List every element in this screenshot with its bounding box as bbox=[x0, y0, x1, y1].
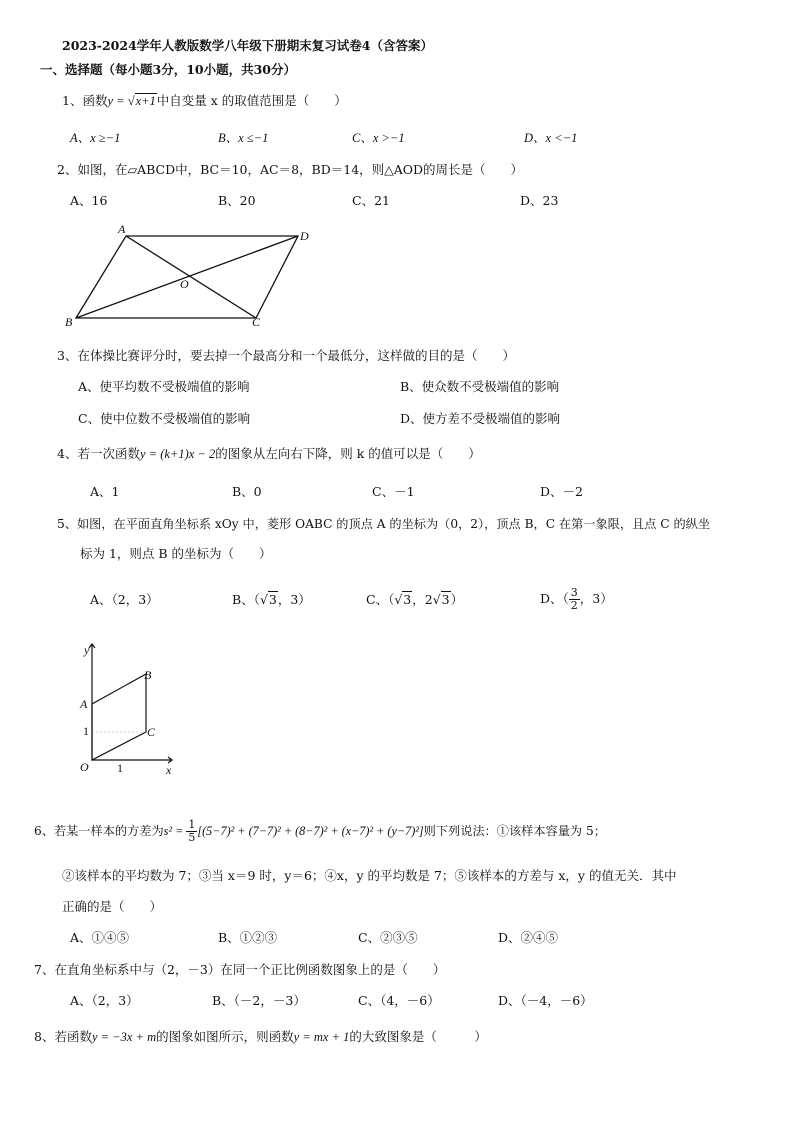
question-7: 7、在直角坐标系中与（2，－3）在同一个正比例函数图象上的是（ ） bbox=[34, 962, 446, 977]
question-4-option-a[interactable]: A、1 bbox=[90, 484, 120, 499]
question-6-line-2: ②该样本的平均数为 7；③当 x＝9 时，y＝6；④x，y 的平均数是 7；⑤该样本的方差与 x，y 的值无关．其中 bbox=[62, 868, 677, 883]
option-c-radicand-1: 3 bbox=[403, 592, 412, 607]
label-origin: O bbox=[80, 760, 89, 774]
question-2-option-a[interactable]: A、16 bbox=[70, 193, 108, 208]
question-7-option-a[interactable]: A、（2，3） bbox=[70, 993, 139, 1008]
option-c-radicand-2: 3 bbox=[441, 592, 450, 607]
question-1: 1、函数y = √x+1中自变量 x 的取值范围是（ ） bbox=[62, 93, 347, 108]
question-4-prefix: 4、若一次函数 bbox=[57, 446, 140, 461]
question-6-line-3: 正确的是（ ） bbox=[62, 899, 163, 914]
question-5-line-2: 标为 1，则点 B 的坐标为（ ） bbox=[80, 546, 272, 561]
question-8-suffix: 的大致图象是（ ） bbox=[349, 1029, 487, 1044]
option-b-radicand: 3 bbox=[268, 592, 277, 607]
label-b: B bbox=[65, 315, 73, 329]
rhombus-outline bbox=[92, 674, 146, 760]
question-6-option-b[interactable]: B、①②③ bbox=[218, 930, 278, 945]
axis-label-x: x bbox=[166, 763, 172, 777]
question-4-expr: y = (k+1)x − 2 bbox=[139, 447, 216, 461]
option-d-numerator: 3 bbox=[570, 586, 578, 599]
question-6-variance-expr: [(5−7)² + (7−7)² + (8−7)² + (x−7)² + (y−7)²] bbox=[197, 824, 424, 838]
question-4-option-c[interactable]: C、－1 bbox=[372, 484, 415, 499]
parallelogram-figure bbox=[60, 222, 330, 330]
question-3-option-a[interactable]: A、使平均数不受极端值的影响 bbox=[78, 379, 250, 394]
question-2: 2、如图，在▱ABCD中，BC＝10，AC＝8，BD＝14，则△AOD的周长是（ ） bbox=[57, 162, 524, 177]
question-6-option-c[interactable]: C、②③⑤ bbox=[358, 930, 418, 945]
rhombus-graph bbox=[74, 638, 186, 790]
question-6-line-1 bbox=[34, 816, 606, 846]
question-5-option-b[interactable]: B、（√3，3） bbox=[232, 592, 311, 607]
label-c: C bbox=[252, 315, 261, 329]
label-point-a: A bbox=[80, 697, 88, 711]
question-4-option-b[interactable]: B、0 bbox=[232, 484, 262, 499]
question-4-option-d[interactable]: D、－2 bbox=[540, 484, 583, 499]
question-1-option-d[interactable]: D、x <−1 bbox=[524, 131, 578, 145]
question-5-option-a[interactable]: A、（2，3） bbox=[90, 592, 159, 607]
question-5-line-1: 5、如图，在平面直角坐标系 xOy 中，菱形 OABC 的顶点 A 的坐标为（0，2），顶点 B，C 在第一象限，且点 C 的纵坐 bbox=[57, 517, 711, 531]
question-3-option-d[interactable]: D、使方差不受极端值的影响 bbox=[400, 411, 561, 426]
question-8-expr-1: y = −3x + m bbox=[91, 1030, 157, 1044]
tick-label-x-1: 1 bbox=[117, 761, 123, 775]
question-8-middle: 的图象如图所示，则函数 bbox=[156, 1029, 294, 1044]
axis-label-y: y bbox=[84, 643, 90, 657]
question-6-prefix: 6、若某一样本的方差为 bbox=[34, 824, 164, 838]
label-a: A bbox=[118, 222, 126, 236]
question-1-prefix: 1、函数 bbox=[62, 93, 108, 108]
question-1-expr-radicand: x+1 bbox=[135, 94, 156, 108]
tick-label-y-1: 1 bbox=[83, 724, 89, 738]
label-d: D bbox=[300, 229, 309, 243]
option-c-prefix: C、（ bbox=[366, 592, 395, 607]
question-4 bbox=[57, 446, 481, 462]
option-d-denominator: 2 bbox=[570, 599, 578, 612]
section-heading: 一、选择题（每小题3分，10小题，共30分） bbox=[40, 62, 296, 77]
question-3-option-c[interactable]: C、使中位数不受极端值的影响 bbox=[78, 411, 251, 426]
question-6-s2: s² = bbox=[163, 824, 187, 838]
question-2-option-b[interactable]: B、20 bbox=[218, 193, 256, 208]
question-6-option-d[interactable]: D、②④⑤ bbox=[498, 930, 559, 945]
option-c-middle: ，2 bbox=[412, 592, 433, 607]
option-c-suffix: ） bbox=[450, 592, 464, 607]
question-1-option-a[interactable]: A、x ≥−1 bbox=[70, 131, 121, 145]
diagonal-ac bbox=[126, 236, 256, 318]
question-3: 3、在体操比赛评分时，要去掉一个最高分和一个最低分，这样做的目的是（ ） bbox=[57, 348, 515, 363]
question-6-option-a[interactable]: A、①④⑤ bbox=[70, 930, 130, 945]
question-1-expr-lhs: y = bbox=[107, 94, 128, 108]
question-3-option-b[interactable]: B、使众数不受极端值的影响 bbox=[400, 379, 560, 394]
question-6-suffix: 则下列说法：①该样本容量为 5； bbox=[423, 824, 606, 838]
question-6-frac-den: 5 bbox=[188, 831, 196, 844]
question-8-expr-2: y = mx + 1 bbox=[293, 1030, 350, 1044]
question-4-suffix: 的图象从左向右下降，则 k 的值可以是（ ） bbox=[215, 446, 481, 461]
question-7-option-d[interactable]: D、（－4，－6） bbox=[498, 993, 593, 1008]
question-7-option-b[interactable]: B、（－2，－3） bbox=[212, 993, 306, 1008]
question-1-option-b[interactable]: B、x ≤−1 bbox=[218, 131, 269, 145]
question-8 bbox=[34, 1029, 487, 1045]
question-1-option-c[interactable]: C、x >−1 bbox=[352, 131, 405, 145]
question-2-option-d[interactable]: D、23 bbox=[520, 193, 559, 208]
label-o: O bbox=[180, 277, 189, 291]
option-d-suffix: ，3） bbox=[579, 591, 613, 606]
question-6-frac-num: 1 bbox=[188, 818, 196, 831]
label-point-b: B bbox=[144, 668, 152, 682]
option-d-prefix: D、（ bbox=[540, 591, 569, 606]
question-2-option-c[interactable]: C、21 bbox=[352, 193, 390, 208]
option-b-suffix: ，3） bbox=[277, 592, 311, 607]
option-b-prefix: B、（ bbox=[232, 592, 260, 607]
page-title: 2023-2024学年人教版数学八年级下册期末复习试卷4（含答案） bbox=[62, 38, 433, 53]
question-5-option-d[interactable] bbox=[540, 583, 613, 615]
question-8-prefix: 8、若函数 bbox=[34, 1029, 92, 1044]
label-point-c: C bbox=[147, 725, 156, 739]
question-1-suffix: 中自变量 x 的取值范围是（ ） bbox=[156, 93, 347, 108]
question-5-option-c[interactable]: C、（√3，2√3） bbox=[366, 592, 464, 607]
question-7-option-c[interactable]: C、（4，－6） bbox=[358, 993, 440, 1008]
